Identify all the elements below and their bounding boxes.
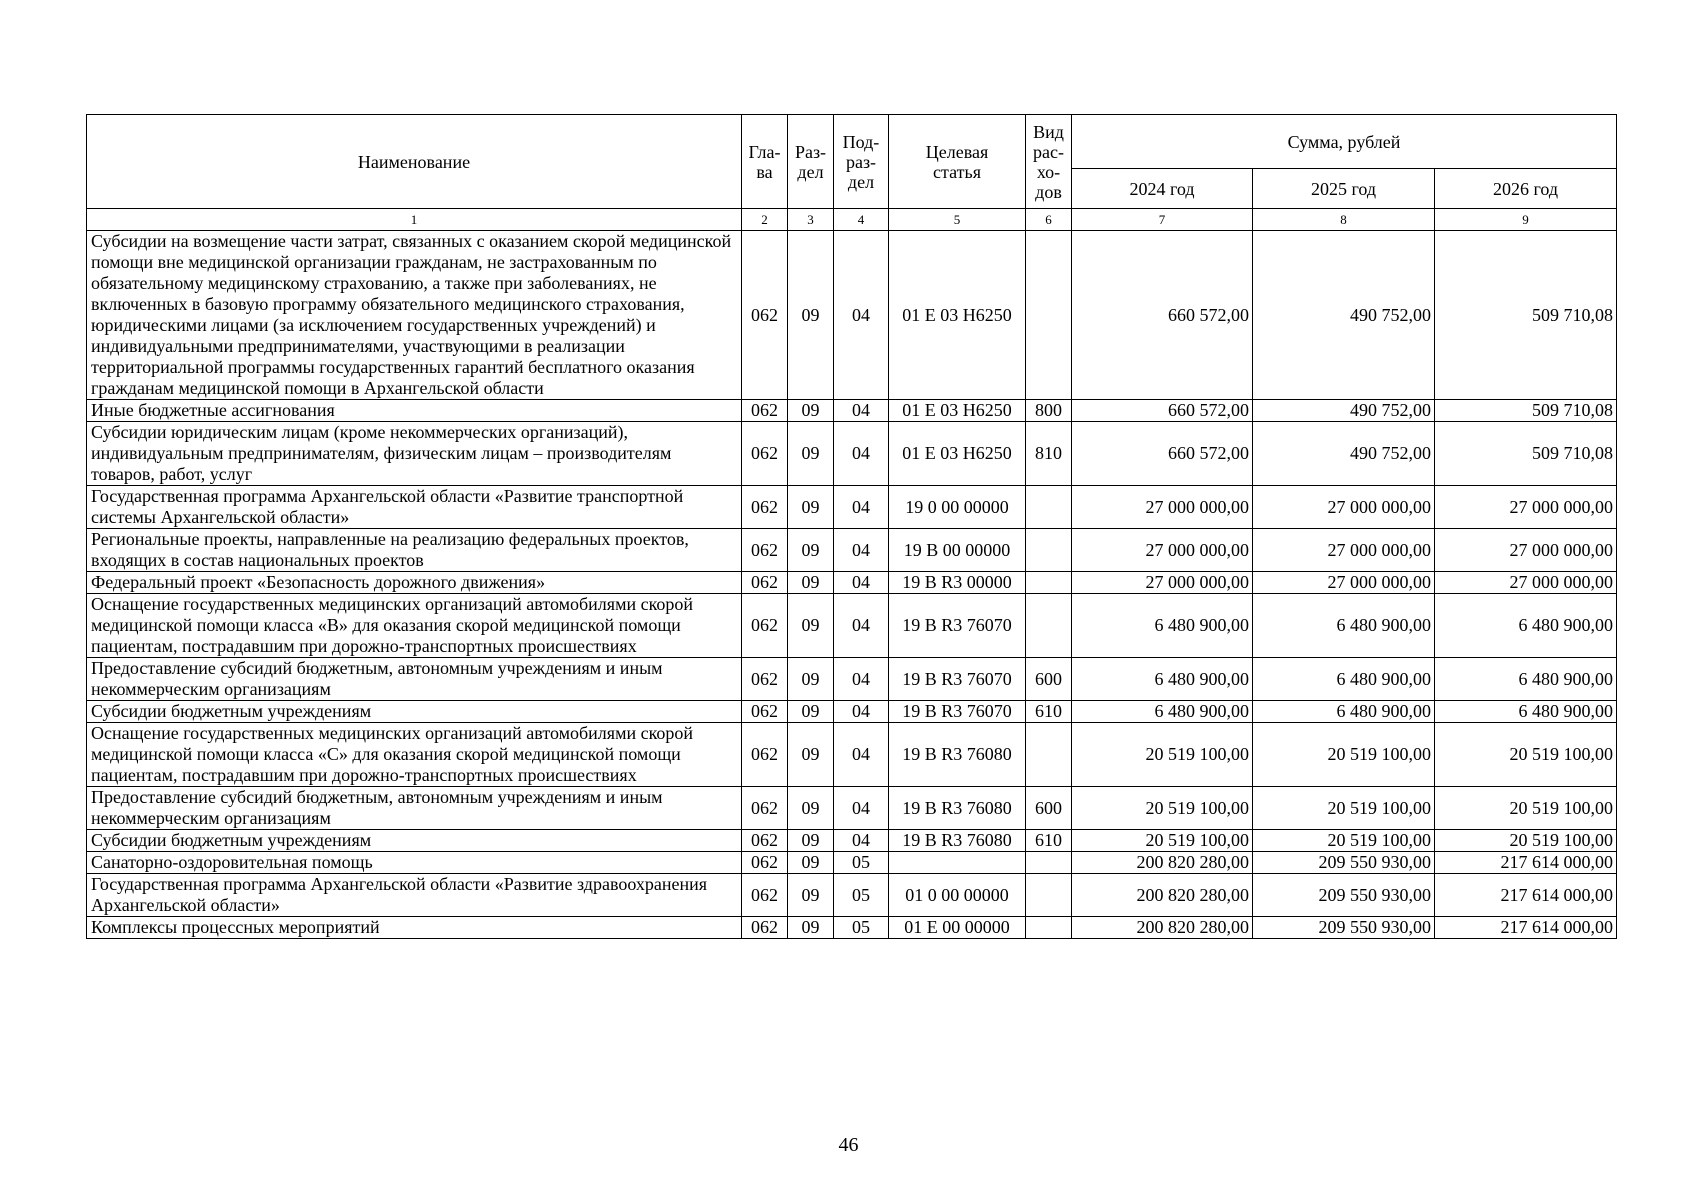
cell-sum-2024: 20 519 100,00 xyxy=(1072,723,1253,787)
cell-subsection: 04 xyxy=(834,658,889,701)
cell-subsection: 04 xyxy=(834,723,889,787)
table-row xyxy=(87,400,1617,422)
cell-subsection: 04 xyxy=(834,422,889,486)
table-row xyxy=(87,572,1617,594)
table-row xyxy=(87,658,1617,701)
header-subsection: Под- раз- дел xyxy=(834,115,889,209)
cell-subsection: 04 xyxy=(834,529,889,572)
cell-section: 09 xyxy=(788,422,834,486)
cell-target-article xyxy=(889,852,1026,874)
cell-name: Государственная программа Архангельской области «Развитие транспортной системы Архангельской области» xyxy=(87,486,742,529)
cell-sum-2024: 6 480 900,00 xyxy=(1072,594,1253,658)
cell-section: 09 xyxy=(788,701,834,723)
header-chapter: Гла- ва xyxy=(742,115,788,209)
cell-sum-2025: 490 752,00 xyxy=(1253,231,1435,400)
cell-name: Субсидии юридическим лицам (кроме некоммерческих организаций), индивидуальным предпринимателям, физическим лицам – производителям товаров, работ, услуг xyxy=(87,422,742,486)
cell-chapter: 062 xyxy=(742,658,788,701)
page-number: 46 xyxy=(838,1134,859,1156)
cell-chapter: 062 xyxy=(742,874,788,917)
cell-chapter: 062 xyxy=(742,594,788,658)
cell-target-article: 19 В R3 76080 xyxy=(889,787,1026,830)
cell-subsection: 04 xyxy=(834,486,889,529)
cell-chapter: 062 xyxy=(742,701,788,723)
cell-sum-2024: 660 572,00 xyxy=(1072,231,1253,400)
cell-sum-2025: 27 000 000,00 xyxy=(1253,572,1435,594)
cell-sum-2024: 6 480 900,00 xyxy=(1072,701,1253,723)
cell-sum-2025: 6 480 900,00 xyxy=(1253,701,1435,723)
cell-target-article: 19 0 00 00000 xyxy=(889,486,1026,529)
cell-subsection: 04 xyxy=(834,400,889,422)
cell-expense-type xyxy=(1026,486,1072,529)
cell-sum-2025: 209 550 930,00 xyxy=(1253,917,1435,939)
header-year-2025: 2025 год xyxy=(1253,169,1435,209)
cell-expense-type xyxy=(1026,723,1072,787)
cell-target-article: 01 Е 03 Н6250 xyxy=(889,400,1026,422)
cell-sum-2024: 660 572,00 xyxy=(1072,400,1253,422)
cell-sum-2025: 6 480 900,00 xyxy=(1253,658,1435,701)
table-row xyxy=(87,231,1617,400)
column-number: 1 xyxy=(87,209,742,231)
column-number: 5 xyxy=(889,209,1026,231)
cell-subsection: 05 xyxy=(834,874,889,917)
table-row xyxy=(87,701,1617,723)
table-row xyxy=(87,787,1617,830)
header-name: Наименование xyxy=(87,115,742,209)
cell-subsection: 04 xyxy=(834,231,889,400)
cell-subsection: 04 xyxy=(834,787,889,830)
cell-target-article: 19 В R3 76070 xyxy=(889,594,1026,658)
cell-sum-2024: 27 000 000,00 xyxy=(1072,572,1253,594)
cell-sum-2024: 27 000 000,00 xyxy=(1072,486,1253,529)
cell-sum-2025: 27 000 000,00 xyxy=(1253,486,1435,529)
cell-chapter: 062 xyxy=(742,917,788,939)
cell-expense-type xyxy=(1026,572,1072,594)
cell-sum-2026: 20 519 100,00 xyxy=(1435,830,1617,852)
cell-expense-type xyxy=(1026,529,1072,572)
cell-name: Федеральный проект «Безопасность дорожного движения» xyxy=(87,572,742,594)
column-number-row xyxy=(87,209,1617,231)
cell-section: 09 xyxy=(788,572,834,594)
cell-subsection: 04 xyxy=(834,701,889,723)
cell-sum-2026: 217 614 000,00 xyxy=(1435,852,1617,874)
cell-chapter: 062 xyxy=(742,723,788,787)
header-sum: Сумма, рублей xyxy=(1072,115,1617,169)
cell-sum-2025: 20 519 100,00 xyxy=(1253,830,1435,852)
header-expense-type: Вид рас- хо- дов xyxy=(1026,115,1072,209)
cell-expense-type: 810 xyxy=(1026,422,1072,486)
cell-section: 09 xyxy=(788,787,834,830)
cell-sum-2024: 660 572,00 xyxy=(1072,422,1253,486)
cell-sum-2026: 217 614 000,00 xyxy=(1435,874,1617,917)
cell-sum-2025: 20 519 100,00 xyxy=(1253,787,1435,830)
cell-target-article: 19 В R3 76080 xyxy=(889,723,1026,787)
cell-chapter: 062 xyxy=(742,422,788,486)
cell-section: 09 xyxy=(788,231,834,400)
cell-sum-2024: 27 000 000,00 xyxy=(1072,529,1253,572)
cell-expense-type: 610 xyxy=(1026,830,1072,852)
cell-chapter: 062 xyxy=(742,830,788,852)
cell-sum-2026: 217 614 000,00 xyxy=(1435,917,1617,939)
cell-expense-type: 610 xyxy=(1026,701,1072,723)
cell-name: Предоставление субсидий бюджетным, автономным учреждениям и иным некоммерческим организациям xyxy=(87,658,742,701)
cell-target-article: 19 В R3 76070 xyxy=(889,701,1026,723)
cell-target-article: 19 В R3 00000 xyxy=(889,572,1026,594)
table-row xyxy=(87,486,1617,529)
cell-target-article: 01 0 00 00000 xyxy=(889,874,1026,917)
column-number: 7 xyxy=(1072,209,1253,231)
cell-sum-2026: 27 000 000,00 xyxy=(1435,572,1617,594)
header-target-article: Целевая статья xyxy=(889,115,1026,209)
cell-subsection: 04 xyxy=(834,830,889,852)
cell-chapter: 062 xyxy=(742,852,788,874)
table-row xyxy=(87,422,1617,486)
column-number: 4 xyxy=(834,209,889,231)
table-row xyxy=(87,594,1617,658)
cell-sum-2026: 27 000 000,00 xyxy=(1435,529,1617,572)
cell-sum-2024: 200 820 280,00 xyxy=(1072,852,1253,874)
cell-sum-2026: 20 519 100,00 xyxy=(1435,787,1617,830)
cell-expense-type: 600 xyxy=(1026,658,1072,701)
budget-table xyxy=(86,114,1617,939)
table-row xyxy=(87,874,1617,917)
cell-target-article: 19 В 00 00000 xyxy=(889,529,1026,572)
column-number: 3 xyxy=(788,209,834,231)
table-row xyxy=(87,852,1617,874)
cell-section: 09 xyxy=(788,917,834,939)
cell-subsection: 04 xyxy=(834,594,889,658)
cell-name: Оснащение государственных медицинских организаций автомобилями скорой медицинской помощи класса «В» для оказания скорой медицинской помощи пациентам, пострадавшим при дорожно-транспортных происшествиях xyxy=(87,594,742,658)
cell-sum-2026: 6 480 900,00 xyxy=(1435,594,1617,658)
cell-expense-type xyxy=(1026,231,1072,400)
cell-expense-type xyxy=(1026,594,1072,658)
cell-sum-2025: 20 519 100,00 xyxy=(1253,723,1435,787)
cell-sum-2026: 509 710,08 xyxy=(1435,422,1617,486)
cell-section: 09 xyxy=(788,400,834,422)
cell-sum-2025: 209 550 930,00 xyxy=(1253,874,1435,917)
cell-sum-2025: 490 752,00 xyxy=(1253,422,1435,486)
table-row xyxy=(87,917,1617,939)
cell-name: Иные бюджетные ассигнования xyxy=(87,400,742,422)
cell-target-article: 19 В R3 76080 xyxy=(889,830,1026,852)
cell-name: Субсидии бюджетным учреждениям xyxy=(87,701,742,723)
cell-name: Санаторно-оздоровительная помощь xyxy=(87,852,742,874)
cell-sum-2024: 200 820 280,00 xyxy=(1072,917,1253,939)
cell-chapter: 062 xyxy=(742,529,788,572)
cell-sum-2026: 27 000 000,00 xyxy=(1435,486,1617,529)
cell-name: Комплексы процессных мероприятий xyxy=(87,917,742,939)
cell-sum-2024: 20 519 100,00 xyxy=(1072,787,1253,830)
column-number: 2 xyxy=(742,209,788,231)
cell-sum-2025: 27 000 000,00 xyxy=(1253,529,1435,572)
cell-name: Государственная программа Архангельской области «Развитие здравоохранения Архангельской области» xyxy=(87,874,742,917)
cell-name: Региональные проекты, направленные на реализацию федеральных проектов, входящих в состав национальных проектов xyxy=(87,529,742,572)
cell-section: 09 xyxy=(788,830,834,852)
table-row xyxy=(87,723,1617,787)
cell-sum-2026: 6 480 900,00 xyxy=(1435,658,1617,701)
cell-expense-type xyxy=(1026,917,1072,939)
table-row xyxy=(87,529,1617,572)
cell-sum-2024: 6 480 900,00 xyxy=(1072,658,1253,701)
cell-subsection: 04 xyxy=(834,572,889,594)
cell-target-article: 01 Е 03 Н6250 xyxy=(889,422,1026,486)
cell-sum-2026: 509 710,08 xyxy=(1435,400,1617,422)
cell-subsection: 05 xyxy=(834,852,889,874)
cell-sum-2025: 6 480 900,00 xyxy=(1253,594,1435,658)
cell-expense-type xyxy=(1026,852,1072,874)
cell-sum-2025: 209 550 930,00 xyxy=(1253,852,1435,874)
cell-sum-2025: 490 752,00 xyxy=(1253,400,1435,422)
cell-expense-type xyxy=(1026,874,1072,917)
cell-section: 09 xyxy=(788,529,834,572)
cell-sum-2026: 509 710,08 xyxy=(1435,231,1617,400)
header-year-2026: 2026 год xyxy=(1435,169,1617,209)
cell-expense-type: 600 xyxy=(1026,787,1072,830)
cell-target-article: 01 Е 00 00000 xyxy=(889,917,1026,939)
cell-sum-2026: 20 519 100,00 xyxy=(1435,723,1617,787)
cell-name: Субсидии на возмещение части затрат, связанных с оказанием скорой медицинской помощи вне медицинской организации гражданам, не застрахованным по обязательному медицинскому страхованию, а также при заболеваниях, не включенных в базовую программу обязательного медицинского страхования, юридическими лицами (за исключением государственных учреждений) и индивидуальными предпринимателями, участвующими в реализации территориальной программы государственных гарантий бесплатного оказания гражданам медицинской помощи в Архангельской области xyxy=(87,231,742,400)
column-number: 8 xyxy=(1253,209,1435,231)
header-year-2024: 2024 год xyxy=(1072,169,1253,209)
cell-name: Предоставление субсидий бюджетным, автономным учреждениям и иным некоммерческим организациям xyxy=(87,787,742,830)
cell-section: 09 xyxy=(788,594,834,658)
header-row-main xyxy=(87,115,1617,169)
cell-sum-2026: 6 480 900,00 xyxy=(1435,701,1617,723)
cell-chapter: 062 xyxy=(742,400,788,422)
cell-target-article: 19 В R3 76070 xyxy=(889,658,1026,701)
table-row xyxy=(87,830,1617,852)
cell-section: 09 xyxy=(788,723,834,787)
column-number: 6 xyxy=(1026,209,1072,231)
cell-chapter: 062 xyxy=(742,486,788,529)
column-number: 9 xyxy=(1435,209,1617,231)
cell-section: 09 xyxy=(788,852,834,874)
cell-name: Субсидии бюджетным учреждениям xyxy=(87,830,742,852)
cell-section: 09 xyxy=(788,658,834,701)
cell-section: 09 xyxy=(788,874,834,917)
cell-chapter: 062 xyxy=(742,787,788,830)
cell-subsection: 05 xyxy=(834,917,889,939)
cell-chapter: 062 xyxy=(742,572,788,594)
header-section: Раз- дел xyxy=(788,115,834,209)
cell-expense-type: 800 xyxy=(1026,400,1072,422)
cell-section: 09 xyxy=(788,486,834,529)
cell-target-article: 01 Е 03 Н6250 xyxy=(889,231,1026,400)
cell-sum-2024: 200 820 280,00 xyxy=(1072,874,1253,917)
table-body xyxy=(87,231,1617,939)
cell-chapter: 062 xyxy=(742,231,788,400)
cell-sum-2024: 20 519 100,00 xyxy=(1072,830,1253,852)
cell-name: Оснащение государственных медицинских организаций автомобилями скорой медицинской помощи класса «С» для оказания скорой медицинской помощи пациентам, пострадавшим при дорожно-транспортных происшествиях xyxy=(87,723,742,787)
